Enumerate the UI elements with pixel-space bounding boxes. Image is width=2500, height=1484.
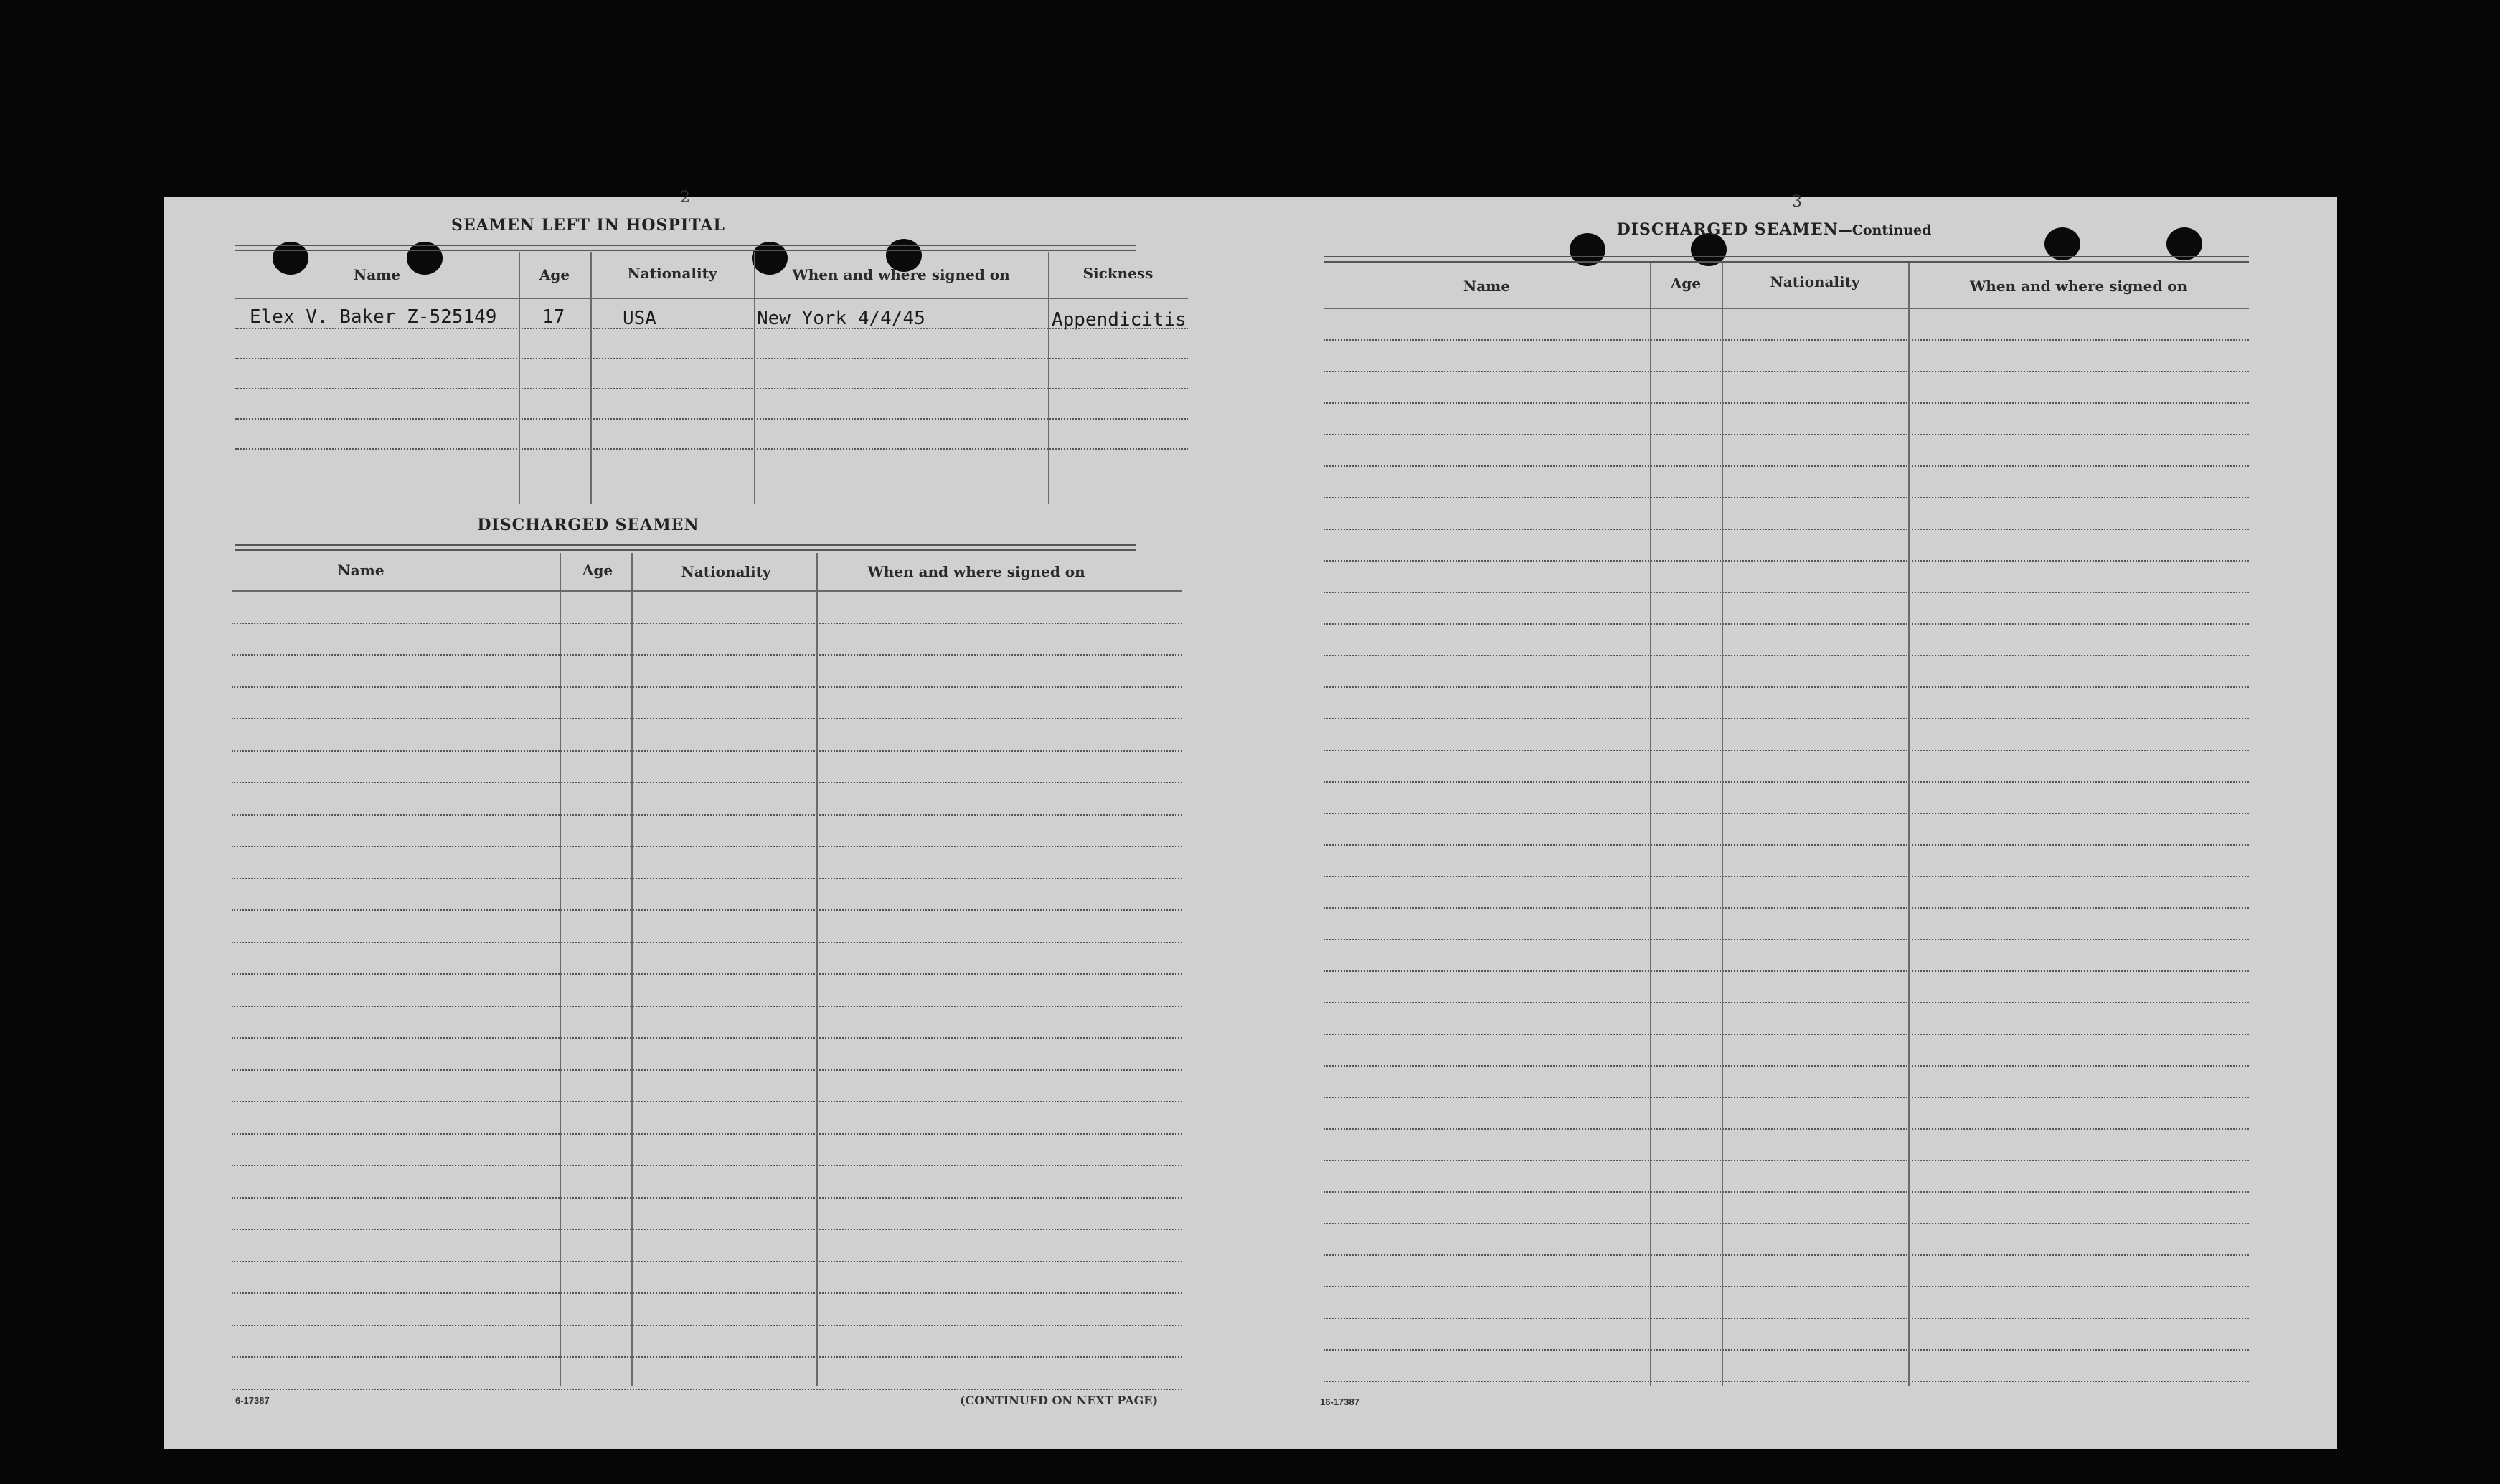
row-rule	[1324, 402, 2249, 404]
hospital-section-title: SEAMEN LEFT IN HOSPITAL	[451, 216, 725, 235]
discharged-header-signed-on: When and where signed on	[867, 563, 1085, 580]
row-rule	[1324, 1160, 2249, 1161]
row-rule	[232, 1133, 1182, 1135]
row-rule	[232, 1292, 1182, 1294]
row-rule	[232, 1006, 1182, 1007]
row-rule	[232, 1165, 1182, 1166]
row-rule	[232, 782, 1182, 783]
row-rule	[232, 686, 1182, 688]
row-rule	[1324, 1034, 2249, 1035]
right-header-age: Age	[1670, 275, 1702, 292]
row-rule	[235, 328, 1188, 329]
header-rule	[235, 298, 1188, 299]
hospital-entry-nationality: USA	[623, 308, 656, 329]
row-rule	[1324, 686, 2249, 688]
right-header-nationality: Nationality	[1770, 273, 1860, 290]
row-rule	[235, 418, 1188, 420]
document-spread	[164, 189, 2337, 1449]
right-form-number: 16-17387	[1320, 1396, 1359, 1407]
right-top-rule	[1324, 256, 2249, 263]
hospital-header-sickness: Sickness	[1082, 265, 1154, 282]
row-rule	[1324, 1254, 2249, 1256]
hospital-header-age: Age	[539, 266, 570, 283]
row-rule	[1324, 813, 2249, 814]
row-rule	[232, 942, 1182, 943]
row-rule	[235, 358, 1188, 359]
row-rule	[232, 1197, 1182, 1199]
column-rule	[1908, 263, 1910, 1386]
row-rule	[1324, 876, 2249, 877]
continued-footer: (CONTINUED ON NEXT PAGE)	[960, 1394, 1159, 1407]
row-rule	[1324, 1065, 2249, 1067]
column-rule	[816, 553, 818, 1386]
hospital-header-name: Name	[353, 266, 401, 283]
hospital-header-nationality: Nationality	[627, 265, 717, 282]
row-rule	[1324, 560, 2249, 562]
row-rule	[1324, 1128, 2249, 1130]
row-rule	[232, 1261, 1182, 1262]
hospital-entry-name: Elex V. Baker Z-525149	[250, 306, 497, 328]
row-rule	[1324, 434, 2249, 435]
column-rule	[1650, 263, 1651, 1386]
left-page-number: 2	[680, 189, 690, 207]
row-rule	[232, 1389, 1182, 1390]
row-rule	[232, 814, 1182, 816]
row-rule	[232, 623, 1182, 624]
row-rule	[232, 846, 1182, 847]
row-rule	[1324, 529, 2249, 530]
row-rule	[1324, 750, 2249, 751]
row-rule	[1324, 907, 2249, 909]
hospital-top-rule	[235, 245, 1136, 251]
column-rule	[560, 553, 561, 1386]
hospital-entry-sickness: Appendicitis	[1052, 309, 1187, 331]
row-rule	[232, 1356, 1182, 1358]
column-rule	[754, 252, 755, 504]
row-rule	[1324, 623, 2249, 625]
right-title-continued: —Continued	[1838, 222, 1932, 238]
row-rule	[1324, 781, 2249, 783]
row-rule	[232, 909, 1182, 911]
left-form-number: 6-17387	[235, 1395, 270, 1406]
row-rule	[232, 654, 1182, 656]
column-rule	[590, 252, 592, 504]
discharged-header-age: Age	[582, 562, 613, 579]
row-rule	[232, 878, 1182, 879]
right-section-title	[1588, 220, 1961, 239]
right-header-name: Name	[1463, 278, 1511, 295]
row-rule	[232, 1101, 1182, 1102]
row-rule	[1324, 1381, 2249, 1382]
row-rule	[1324, 1318, 2249, 1319]
row-rule	[1324, 465, 2249, 467]
row-rule	[232, 1069, 1182, 1071]
row-rule	[235, 448, 1188, 450]
column-rule	[1048, 252, 1049, 504]
row-rule	[1324, 497, 2249, 498]
row-rule	[232, 973, 1182, 975]
row-rule	[1324, 1223, 2249, 1224]
row-rule	[1324, 655, 2249, 656]
header-rule	[232, 590, 1182, 592]
right-header-signed-on: When and where signed on	[1969, 278, 2188, 295]
column-rule	[1722, 263, 1723, 1386]
row-rule	[1324, 939, 2249, 940]
discharged-section-title: DISCHARGED SEAMEN	[477, 516, 699, 534]
hospital-entry-age: 17	[542, 306, 565, 328]
row-rule	[1324, 1191, 2249, 1193]
row-rule	[1324, 1286, 2249, 1287]
discharged-top-rule	[235, 544, 1136, 551]
column-rule	[519, 252, 520, 504]
row-rule	[1324, 1349, 2249, 1351]
row-rule	[1324, 1097, 2249, 1098]
row-rule	[232, 1037, 1182, 1039]
row-rule	[1324, 339, 2249, 341]
row-rule	[1324, 844, 2249, 846]
row-rule	[235, 388, 1188, 389]
row-rule	[232, 750, 1182, 752]
row-rule	[1324, 371, 2249, 372]
discharged-header-name: Name	[337, 562, 385, 579]
row-rule	[1324, 1002, 2249, 1003]
header-rule	[1324, 308, 2249, 309]
row-rule	[1324, 970, 2249, 972]
row-rule	[232, 1325, 1182, 1326]
right-title-main: DISCHARGED SEAMEN	[1616, 220, 1839, 239]
hospital-entry-signed-on: New York 4/4/45	[757, 308, 925, 329]
discharged-header-nationality: Nationality	[681, 563, 771, 580]
row-rule	[1324, 592, 2249, 593]
row-rule	[1324, 718, 2249, 719]
row-rule	[232, 718, 1182, 719]
hospital-header-signed-on: When and where signed on	[792, 266, 1010, 283]
column-rule	[631, 553, 633, 1386]
row-rule	[232, 1229, 1182, 1230]
right-page-number: 3	[1792, 193, 1802, 211]
